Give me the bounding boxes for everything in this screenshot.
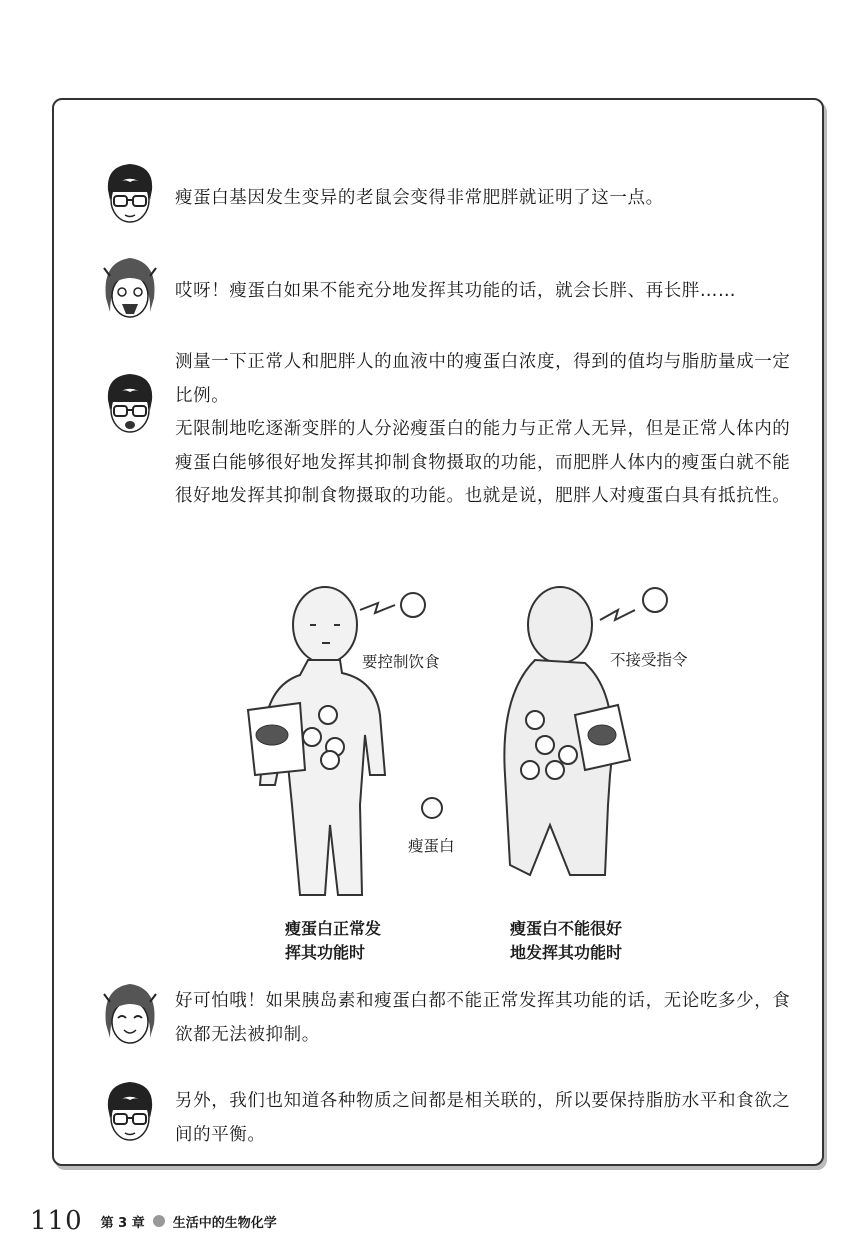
chapter-title: 生活中的生物化学 (172, 1215, 277, 1231)
boy-avatar-icon (100, 160, 160, 230)
dialogue-3 (175, 346, 795, 514)
leptin-label: 瘦蛋白 (408, 837, 455, 855)
dialogue-2 (175, 275, 795, 309)
dialogue-line: 无限制地吃逐渐变胖的人分泌瘦蛋白的能力与正常人无异，但是正常人体内的瘦蛋白能够很好地发挥其抑制食物摄取的功能，而肥胖人体内的瘦蛋白就不能很好地发挥其抑制食物摄取的功能。也就是说，肥胖人对瘦蛋白具有抵抗性。 (175, 419, 791, 506)
dialogue-line: 测量一下正常人和肥胖人的血液中的瘦蛋白浓度，得到的值均与脂肪量成一定比例。 (175, 352, 791, 406)
signal-label-right: 不接受指令 (610, 651, 688, 669)
signal-label-left: 要控制饮食 (362, 653, 440, 671)
page-number: 110 (30, 1206, 83, 1236)
girl-avatar-icon (100, 254, 160, 324)
chapter-label: 第 3 章 (100, 1215, 145, 1231)
leptin-illustration (230, 575, 700, 970)
dialogue-line: 瘦蛋白基因发生变异的老鼠会变得非常肥胖就证明了这一点。 (175, 188, 664, 208)
dialogue-5 (175, 1085, 795, 1152)
boy-avatar-icon (100, 370, 160, 440)
boy-avatar-icon (100, 1078, 160, 1148)
caption-normal: 瘦蛋白正常发 挥其功能时 (285, 919, 382, 962)
page-footer (30, 1205, 277, 1237)
dialogue-line: 另外，我们也知道各种物质之间都是相关联的，所以要保持脂肪水平和食欲之间的平衡。 (175, 1091, 791, 1145)
girl-avatar-icon (100, 980, 160, 1050)
chips-bag-icon (575, 705, 630, 770)
bullet-icon (153, 1215, 165, 1227)
caption-impaired: 瘦蛋白不能很好 地发挥其功能时 (510, 919, 623, 962)
dialogue-line: 好可怕哦！如果胰岛素和瘦蛋白都不能正常发挥其功能的话，无论吃多少，食欲都无法被抑制。 (175, 991, 791, 1045)
chips-bag-icon (248, 703, 305, 775)
dialogue-4 (175, 985, 795, 1052)
dialogue-line: 哎呀！瘦蛋白如果不能充分地发挥其功能的话，就会长胖、再长胖…… (175, 281, 737, 301)
dialogue-1 (175, 182, 795, 216)
